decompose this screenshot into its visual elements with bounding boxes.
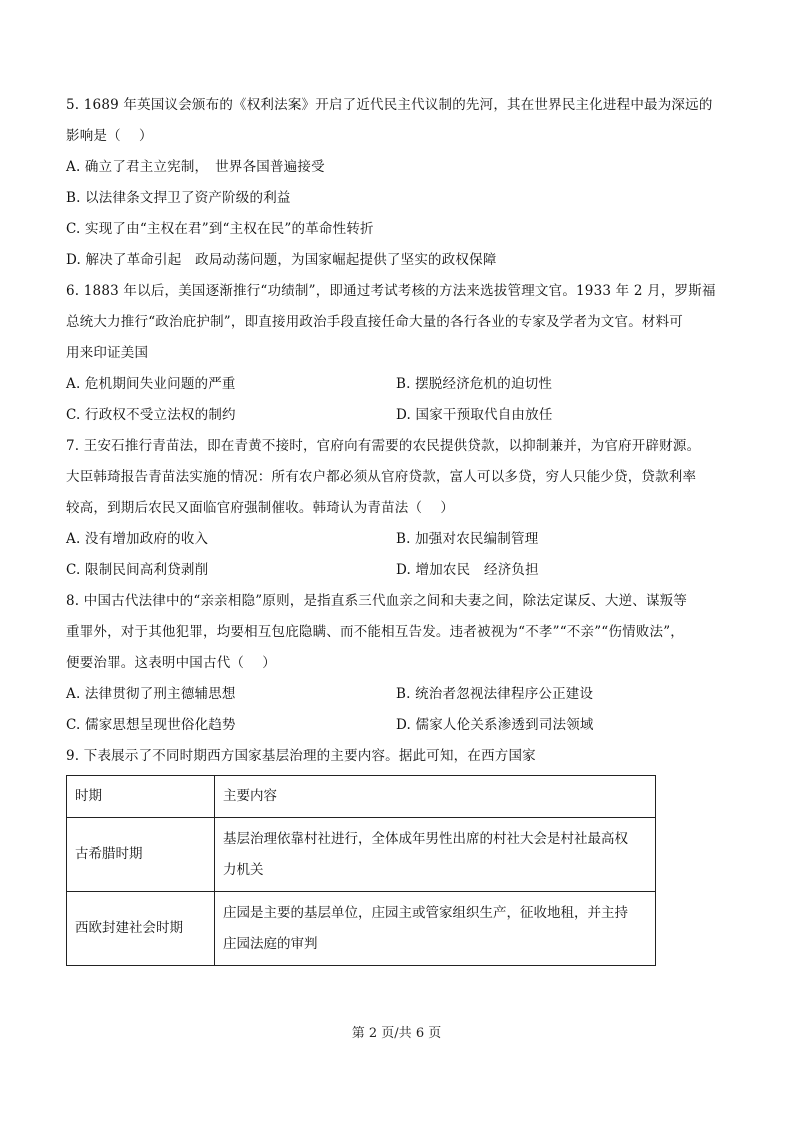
- q8-option-b: B. 统治者忽视法律程序公正建设: [396, 686, 594, 702]
- q5-stem-line-2: 影响是（ ）: [66, 128, 153, 144]
- q5-option-c: C. 实现了由“主权在君”到“主权在民”的革命性转折: [66, 221, 374, 237]
- q6-options-row-1: [66, 369, 731, 400]
- q7-option-c: C. 限制民间高利贷剥削: [66, 562, 209, 578]
- q7-options-row-2: [66, 555, 731, 586]
- q6-option-b: B. 摆脱经济危机的迫切性: [396, 376, 553, 392]
- q7-option-b: B. 加强对农民编制管理: [396, 531, 539, 547]
- table-cell-line: 力机关: [223, 861, 264, 878]
- q6-stem-line-3: 用来印证美国: [66, 345, 149, 361]
- q8-option-c: C. 儒家思想呈现世俗化趋势: [66, 717, 236, 733]
- q8-option-d: D. 儒家人伦关系渗透到司法领域: [396, 717, 594, 733]
- q8-stem-line-3: 便要治罪。这表明中国古代（ ）: [66, 655, 276, 671]
- q6-option-a: A. 危机期间失业问题的严重: [66, 376, 236, 392]
- table-cell-period: 西欧封建社会时期: [67, 892, 215, 966]
- table-cell-line: 基层治理依靠村社进行，全体成年男性出席的村社大会是村社最高权: [223, 830, 628, 847]
- q6-option-c: C. 行政权不受立法权的制约: [66, 407, 236, 423]
- q6-options-row-2: [66, 400, 731, 431]
- q7-stem-line-1: 7. 王安石推行青苗法，即在青黄不接时，官府向有需要的农民提供贷款，以抑制兼并，为官府开辟财源。: [66, 438, 701, 454]
- q8-options-row-2: [66, 710, 731, 741]
- q8-stem-line-2: 重罪外，对于其他犯罪，均要相互包庇隐瞒、而不能相互告发。违者被视为“不孝”“不亲”“伤情败法”，: [66, 624, 685, 640]
- q6-option-d: D. 国家干预取代自由放任: [396, 407, 553, 423]
- table-cell-line: 庄园法庭的审判: [223, 935, 318, 952]
- q8-option-a: A. 法律贯彻了刑主德辅思想: [66, 686, 236, 702]
- table-cell-content: [215, 892, 656, 966]
- q7-option-d: D. 增加农民 经济负担: [396, 562, 539, 578]
- q6-stem-line-1: 6. 1883 年以后，美国逐渐推行“功绩制”，即通过考试考核的方法来选拔管理文官。1933 年 2 月，罗斯福: [66, 283, 716, 299]
- q7-stem-line-2: 大臣韩琦报告青苗法实施的情况：所有农户都必须从官府贷款，富人可以多贷，穷人只能少贷，贷款利率: [66, 469, 697, 485]
- table-row: [67, 818, 656, 892]
- q7-option-a: A. 没有增加政府的收入: [66, 531, 209, 547]
- q6-stem-line-2: 总统大力推行“政治庇护制”，即直接用政治手段直接任命大量的各行各业的专家及学者为文官。材料可: [66, 314, 684, 330]
- q7-options-row-1: [66, 524, 731, 555]
- q5-stem-line-1: 5. 1689 年英国议会颁布的《权利法案》开启了近代民主代议制的先河，其在世界民主化进程中最为深远的: [66, 97, 713, 113]
- questions-block: [66, 90, 731, 772]
- q9-stem-line-1: 9. 下表展示了不同时期西方国家基层治理的主要内容。据此可知，在西方国家: [66, 748, 536, 764]
- page-number-footer: 第 2 页/共 6 页: [351, 1026, 442, 1041]
- q8-options-row-1: [66, 679, 731, 710]
- q5-option-a: A. 确立了君主立宪制， 世界各国普遍接受: [66, 159, 325, 175]
- table-cell-content: [215, 818, 656, 892]
- table-cell-line: 庄园是主要的基层单位，庄园主或管家组织生产，征收地租，并主持: [223, 904, 628, 921]
- q5-option-d: D. 解决了革命引起 政局动荡问题，为国家崛起提供了坚实的政权保障: [66, 252, 497, 268]
- table-row: [67, 892, 656, 966]
- table-header-period: 时期: [67, 776, 215, 818]
- table-header-row: [67, 776, 656, 818]
- q7-stem-line-3: 较高，到期后农民又面临官府强制催收。韩琦认为青苗法（ ）: [66, 500, 455, 516]
- table-header-content: 主要内容: [215, 776, 656, 818]
- governance-table: [66, 775, 656, 966]
- q8-stem-line-1: 8. 中国古代法律中的“亲亲相隐”原则，是指直系三代血亲之间和夫妻之间，除法定谋反、大逆、谋叛等: [66, 593, 688, 609]
- q5-option-b: B. 以法律条文捍卫了资产阶级的利益: [66, 190, 291, 206]
- table-cell-period: 古希腊时期: [67, 818, 215, 892]
